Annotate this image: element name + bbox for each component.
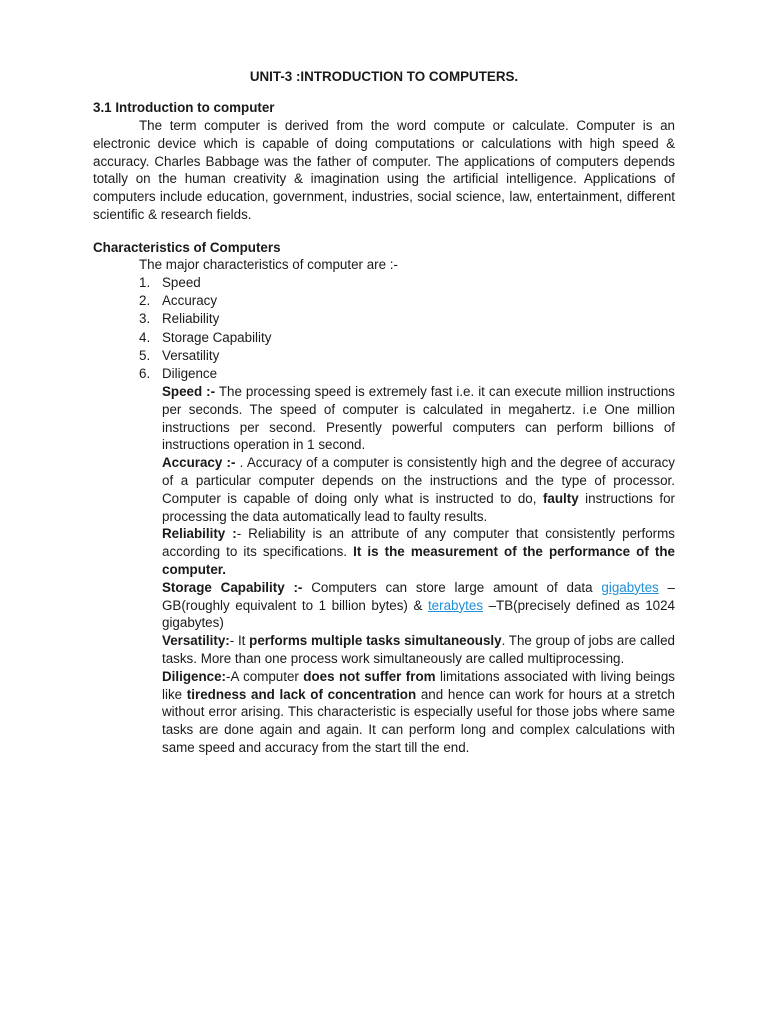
list-item: 4. Storage Capability	[139, 329, 272, 345]
gigabytes-link[interactable]: gigabytes	[601, 579, 659, 595]
diligence-paragraph: Diligence:-A computer does not suffer from limitations associated with living beings like tiredness and lack of concentration and hence can work for hours at a stretch without error arising. This characteristic is especially useful for those jobs where same tasks are done again and again. It can perform long and complex calculations with same speed and accuracy from the start till the end.	[162, 668, 675, 755]
speed-paragraph: Speed :- The processing speed is extremely fast i.e. it can execute million instructions per seconds. The speed of computer is calculated in megahertz. i.e One million instructions per second. Presently powerful computers can perform billions of instructions operation in 1 second.	[162, 384, 675, 453]
list-item: 3. Reliability	[139, 311, 220, 327]
characteristics-list	[139, 274, 271, 383]
intro-heading: 3.1 Introduction to computer	[93, 100, 275, 115]
intro-paragraph: The term computer is derived from the word compute or calculate. Computer is an electronic device which is capable of doing computations or calculations with high speed & accuracy. Charles Babbage was the father of computer. The applications of computers depends totally on the human creativity & imagination using the artificial intelligence. Applications of computers include education, government, industries, social science, law, entertainment, different scientific & research fields.	[93, 118, 675, 222]
reliability-paragraph: Reliability :- Reliability is an attribute of any computer that consistently performs according to its specifications. It is the measurement of the performance of the computer.	[162, 526, 675, 577]
versatility-paragraph: Versatility:- It performs multiple tasks simultaneously. The group of jobs are called tasks. More than one process work simultaneously are called multiprocessing.	[162, 633, 676, 666]
list-item: 2. Accuracy	[139, 293, 218, 309]
list-item: 6. Diligence	[139, 365, 218, 381]
accuracy-paragraph: Accuracy :- . Accuracy of a computer is consistently high and the degree of accuracy of a particular computer depends on the instructions and the type of processor. Computer is capable of doing only what is instructed to do, faulty instructions for processing the data automatically lead to faulty results.	[162, 455, 676, 524]
page-title: UNIT-3 :INTRODUCTION TO COMPUTERS.	[249, 69, 519, 84]
storage-paragraph: Storage Capability :- Computers can store large amount of data gigabytes – GB(roughly equivalent to 1 billion bytes) & terabytes –TB(precisely defined as 1024 gigabytes)	[162, 579, 675, 631]
list-item: 1. Speed	[139, 275, 201, 290]
list-item: 5. Versatility	[139, 347, 220, 363]
characteristics-details	[162, 383, 675, 757]
characteristics-heading: Characteristics of Computers	[93, 240, 281, 255]
terabytes-link[interactable]: terabytes	[427, 597, 484, 613]
characteristics-lead: The major characteristics of computer are :-	[139, 257, 398, 272]
